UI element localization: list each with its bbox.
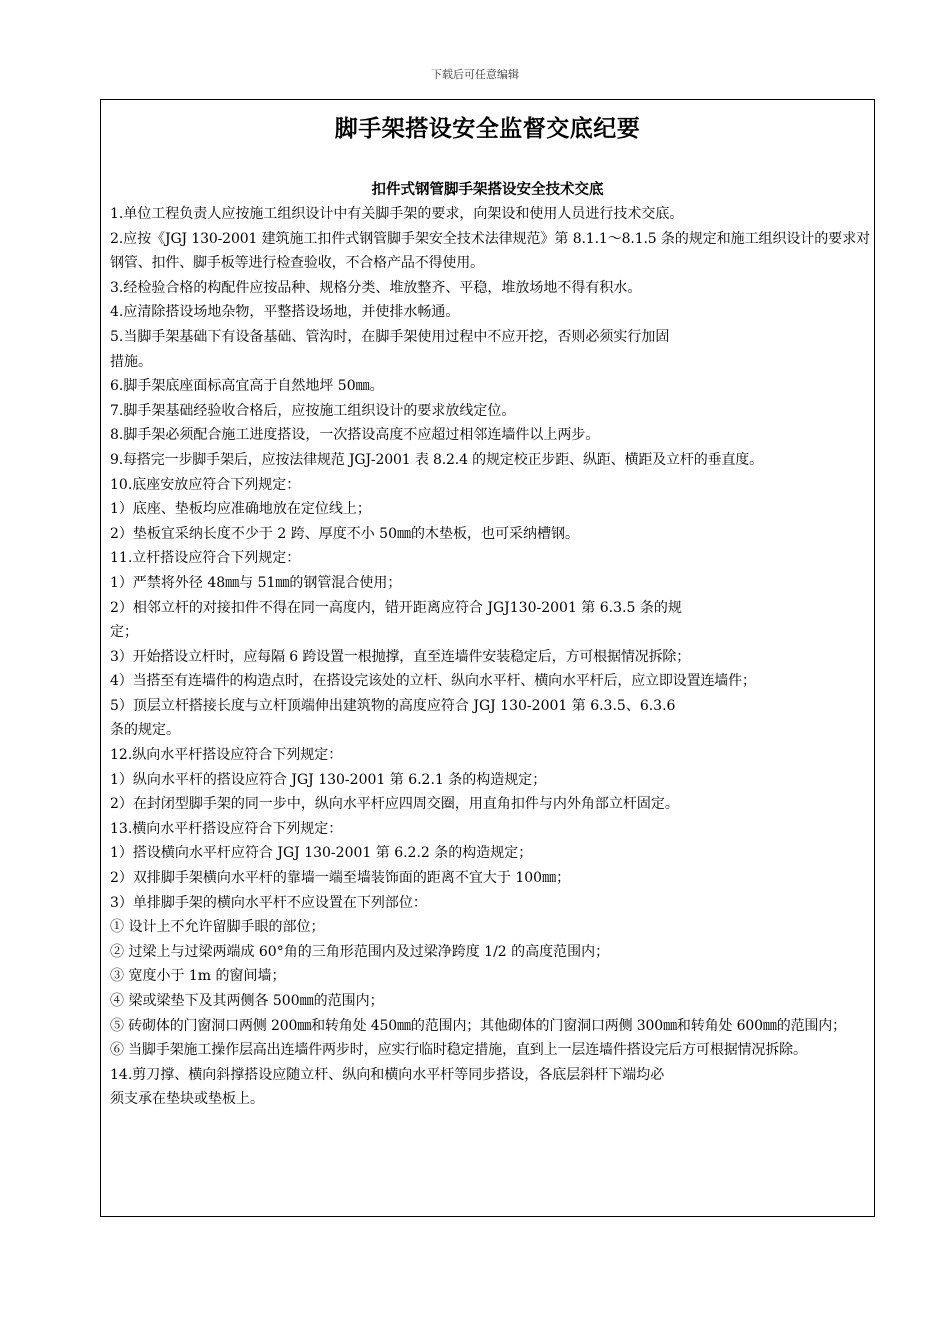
body-line: 措施。 <box>110 353 152 370</box>
body-line: 条的规定。 <box>110 722 180 739</box>
body-line: 1）严禁将外径 48㎜与 51㎜的钢管混合使用； <box>110 574 402 591</box>
body-line: 8.脚手架必须配合施工进度搭设，一次搭设高度不应超过相邻连墙件以上两步。 <box>110 427 600 444</box>
body-line: 6.脚手架底座面标高宜高于自然地坪 50㎜。 <box>110 378 384 395</box>
body-line: 须支承在垫块或垫板上。 <box>110 1091 264 1108</box>
document-body <box>110 202 870 1112</box>
body-line: ④ 梁或梁垫下及其两侧各 500㎜的范围内； <box>110 993 384 1009</box>
body-line: 7.脚手架基础经验收合格后，应按施工组织设计的要求放线定位。 <box>110 402 516 419</box>
body-line: 3.经检验合格的构配件应按品种、规格分类、堆放整齐、平稳，堆放场地不得有积水。 <box>110 279 642 296</box>
document-title: 脚手架搭设安全监督交底纪要 <box>334 116 641 142</box>
body-line: 1.单位工程负责人应按施工组织设计中有关脚手架的要求，向架设和使用人员进行技术交底。 <box>110 206 684 222</box>
body-line: 9.每搭完一步脚手架后，应按法律规范 JGJ-2001 表 8.2.4 的规定校正步距、纵距、横距及立杆的垂直度。 <box>110 451 763 468</box>
body-line: 1）搭设横向水平杆应符合 JGJ 130-2001 第 6.2.2 条的构造规定； <box>110 845 533 862</box>
body-line: ⑤ 砖砌体的门窗洞口两侧 200㎜和转角处 450㎜的范围内；其他砌体的门窗洞口两侧 300㎜和转角处 600㎜的范围内； <box>110 1017 846 1034</box>
body-line: 3）开始搭设立杆时，应每隔 6 跨设置一根抛撑，直至连墙件安装稳定后，方可根据情况拆除； <box>110 648 691 665</box>
page-header-note: 下载后可任意编辑 <box>431 68 519 81</box>
body-line: 2）在封闭型脚手架的同一步中，纵向水平杆应四周交圈，用直角扣件与内外角部立杆固定。 <box>110 796 679 813</box>
body-line: 3）单排脚手架的横向水平杆不应设置在下列部位： <box>110 894 427 911</box>
body-line: 1）底座、垫板均应准确地放在定位线上； <box>110 501 371 518</box>
body-line: 2）垫板宜采纳长度不少于 2 跨、厚度不小 50㎜的木垫板，也可采纳槽钢。 <box>110 525 579 542</box>
body-line: 13.横向水平杆搭设应符合下列规定： <box>110 820 343 837</box>
document-frame <box>100 99 875 1217</box>
body-line: 2）相邻立杆的对接扣件不得在同一高度内，错开距离应符合 JGJ130-2001 第 6.3.5 条的规 <box>110 599 682 616</box>
body-line: 2）双排脚手架横向水平杆的靠墙一端至墙装饰面的距离不宜大于 100㎜； <box>110 870 571 887</box>
body-line: ③ 宽度小于 1m 的窗间墙； <box>110 968 286 985</box>
body-line: 2.应按《JGJ 130-2001 建筑施工扣件式钢管脚手架安全技术法律规范》第 8.1.1～8.1.5 条的规定和施工组织设计的要求对钢管、扣件、脚手板等进行检查验收，不合格产品不得使用。 <box>110 230 870 272</box>
body-line: 定； <box>110 624 138 641</box>
body-line: 10.底座安放应符合下列规定： <box>110 476 301 493</box>
body-line: 11.立杆搭设应符合下列规定： <box>110 550 301 567</box>
body-line: 5）顶层立杆搭接长度与立杆顶端伸出建筑物的高度应符合 JGJ 130-2001 第 6.3.5、6.3.6 <box>110 697 676 714</box>
body-line: ① 设计上不允许留脚手眼的部位； <box>110 919 325 936</box>
document-subtitle: 扣件式钢管脚手架搭设安全技术交底 <box>371 182 604 198</box>
body-line: 1）纵向水平杆的搭设应符合 JGJ 130-2001 第 6.2.1 条的构造规定； <box>110 771 547 788</box>
body-line: ② 过梁上与过梁两端成 60°角的三角形范围内及过梁净跨度 1/2 的高度范围内； <box>110 943 610 960</box>
body-line: ⑥ 当脚手架施工操作层高出连墙件两步时，应实行临时稳定措施，直到上一层连墙件搭设完后方可根据情况拆除。 <box>110 1042 807 1059</box>
body-line: 14.剪刀撑、横向斜撑搭设应随立杆、纵向和横向水平杆等同步搭设，各底层斜杆下端均必 <box>110 1066 665 1083</box>
body-line: 4）当搭至有连墙件的构造点时，在搭设完该处的立杆、纵向水平杆、横向水平杆后，应立即设置连墙件； <box>110 673 756 690</box>
body-line: 5.当脚手架基础下有设备基础、管沟时，在脚手架使用过程中不应开挖，否则必须实行加固 <box>110 328 670 345</box>
body-line: 4.应清除搭设场地杂物，平整搭设场地，并使排水畅通。 <box>110 304 460 321</box>
body-line: 12.纵向水平杆搭设应符合下列规定： <box>110 747 343 764</box>
